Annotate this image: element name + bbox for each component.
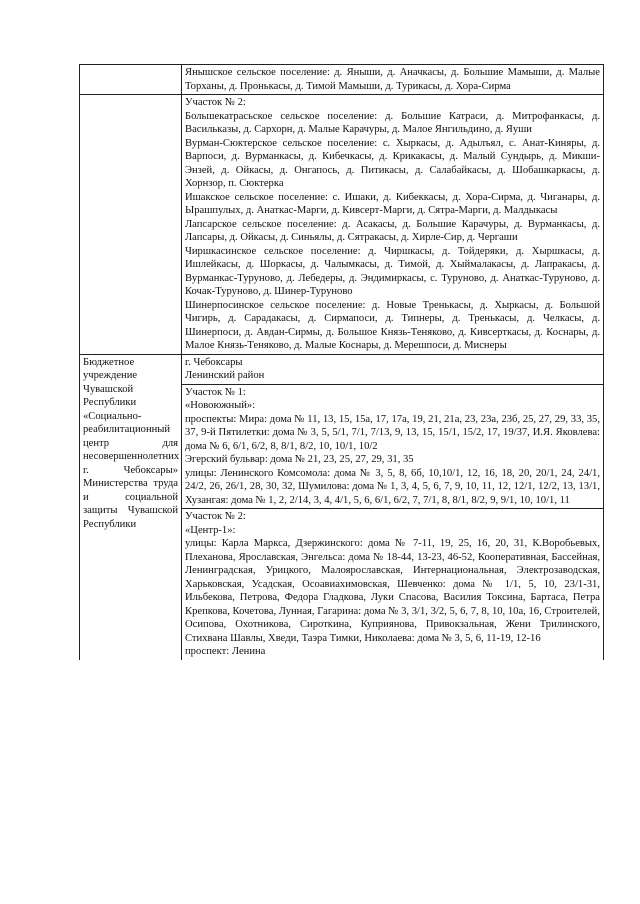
- paragraph: Участок № 2:: [185, 97, 246, 108]
- institution-cell: [80, 354, 182, 660]
- paragraph: Участок № 2:: [185, 511, 246, 522]
- paragraph: Янышское сельское поселение: д. Яныши, д. Аначкасы, д. Большие Мамыши, д. Малые Торханы, д. Пронькасы, д. Тимой Мамыши, д. Турикасы, д. Хора-Сирма: [185, 67, 600, 92]
- paragraph: «Новоюжный»:: [185, 400, 256, 411]
- city-name: г. Чебоксары: [185, 356, 243, 368]
- table-row: [80, 65, 604, 95]
- row1-cell: [182, 65, 604, 95]
- paragraph: Чиршкасинское сельское поселение: д. Чиршкасы, д. Тойдеряки, д. Хыршкасы, д. Ишлейкасы, д. Шоркасы, д. Чалымкасы, д. Тимой, д. Хыймалакасы, д. Лапракасы, д. Вурманкас-Туруново, д. Лебедеры, д. Эндимиркасы, с. Туруново, д. Анаткас-Туруново, д. Кочак-Туруново, д. Шинер-Туруново: [185, 245, 600, 297]
- districts-table: [79, 64, 604, 660]
- paragraph: Ишакское сельское поселение: с. Ишаки, д. Кибеккасы, д. Хора-Сирма, д. Чиганары, д. Ырашпулых, д. Анаткас-Марги, д. Кивсерт-Марги, д. Сятра-Марги, д. Малдыкасы: [185, 191, 600, 216]
- paragraph: Шинерпосинское сельское поселение: д. Новые Тренькасы, д. Хыркасы, д. Большой Чигирь, д. Сарадакасы, д. Сирмапоси, д. Типнеры, д. Тренькасы, д. Челкасы, д. Шинерпоси, д. Авдан-Сирмы, д. Большое Князь-Теняково, д. Кивсерткасы, д. Коснары, д. Малое Князь-Теняково, д. Малые Коснары, д. Мерешпоси, д. Миснеры: [185, 299, 600, 351]
- paragraph: улицы: Ленинского Комсомола: дома № 3, 5, 8, 6б, 10,10/1, 12, 16, 18, 20, 20/1, 24, 24/1, 24/2, 26, 26/1, 28, 30, 32, Шумилова: дома № 1, 3, 4, 5, 6, 7, 9, 10, 11, 12, 12/1, 12/2, 13, 13/1, Хузангая: дома № 1, 2, 2/14, 3, 4, 4/1, 5, 6, 6/1, 6/2, 7, 7/1, 8, 8/1, 8/2, 9, 9/1, 10, 10/1, 11: [185, 467, 600, 506]
- institution-name: Бюджетное учреждение Чувашской Республики «Социально-реабилитационный центр для несовершеннолетних г. Чебоксары» Министерства труда и социальной защиты Чувашской Республики: [83, 356, 180, 530]
- paragraph: Участок № 1:: [185, 386, 246, 398]
- paragraph: улицы: Карла Маркса, Дзержинского: дома № 7-11, 19, 25, 16, 20, 31, К.Воробьевых, Плеханова, Ярославская, Энгельса: дома № 18-44, 13-23, 46-52, Кооперативная, Бассейная, Ленинградская, Урицкого, Малоярославская, Интернациональная, Электрозаводская, Харьковская, Усадская, Осоавиахимовская, Шевченко: дома № 1/1, 5, 10, 23/1-31, Ильбекова, Петрова, Федора Гладкова, Луки Спасова, Василия Токсина, Бартаса, Петра Крепкова, Кочетова, Лунная, Гагарина: дома № 3, 3/1, 3/2, 5, 6, 7, 8, 10, 10а, 16, Строителей, Осипова, Охотникова, Сироткина, Куприянова, Привокзальная, Жени Трилинского, Стихвана Шавлы, Хведи, Таэра Тимки, Николаева: дома № 3, 5, 6, 11-19, 12-16: [185, 538, 600, 644]
- table-row: [80, 354, 604, 384]
- row3-cell: [182, 354, 604, 384]
- paragraph: Вурман-Сюктерское сельское поселение: с. Хыркасы, д. Адылъял, с. Анат-Киняры, д. Варпоси, д. Вурманкасы, д. Кибечкасы, д. Крикакасы, д. Малый Сундырь, д. Микши-Энзей, д. Ойкасы, д. Онгапось, д. Питикасы, д. Салабайкасы, д. Шобашкаркасы, д. Хорнзор, п. Сюктерка: [185, 137, 600, 189]
- row5-cell: [182, 509, 604, 660]
- row2-cell: [182, 95, 604, 355]
- institution-cell-empty: [80, 95, 182, 355]
- institution-cell-empty: [80, 65, 182, 95]
- paragraph: Большекатрасьское сельское поселение: д. Большие Катраси, д. Митрофанкасы, д. Васильказы, д. Сархорн, д. Малые Карачуры, д. Малое Янгильдино, д. Яуши: [185, 110, 600, 135]
- paragraph: проспект: Ленина: [185, 646, 266, 657]
- paragraph: Эгерский бульвар: дома № 21, 23, 25, 27, 29, 31, 35: [185, 454, 414, 465]
- row4-cell: [182, 384, 604, 509]
- paragraph: проспекты: Мира: дома № 11, 13, 15, 15а, 17, 17а, 19, 21, 21а, 23, 23а, 23б, 25, 27, 29, 33, 35, 37, 9-й Пятилетки: дома № 3, 5, 5/1, 7/1, 7/13, 9, 13, 15, 15/1, 15/2, 17, 19/37, И.Я. Яковлева: дома № 6, 6/1, 6/2, 8, 8/1, 8/2, 10, 10/1, 10/2: [185, 413, 600, 452]
- district-name: Ленинский район: [185, 370, 265, 381]
- paragraph: «Центр-1»:: [185, 524, 236, 536]
- table-row: [80, 95, 604, 355]
- paragraph: Лапсарское сельское поселение: д. Асакасы, д. Большие Карачуры, д. Вурманкасы, д. Лапсары, д. Ойкасы, д. Синьялы, д. Сятракасы, д. Хирле-Сир, д. Чергаши: [185, 218, 600, 243]
